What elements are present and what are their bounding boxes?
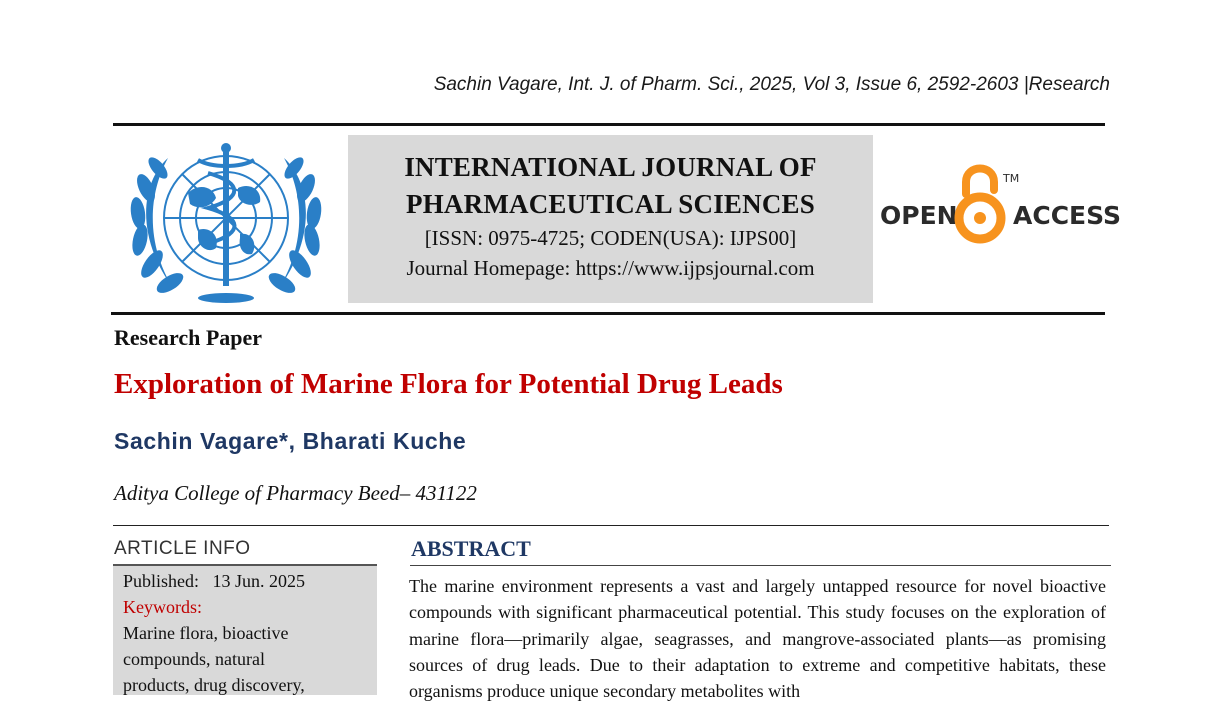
abstract-line: The marine environment represents a vast and largely untapped resource for novel [409, 576, 1033, 596]
published-label: Published: [123, 571, 200, 591]
keywords-line: compounds, natural [123, 649, 265, 669]
journal-title-box [348, 135, 873, 303]
trademark-text: TM [1003, 172, 1020, 185]
affiliation: Aditya College of Pharmacy Beed– 431122 [114, 481, 477, 505]
abstract-heading: ABSTRACT [411, 536, 531, 561]
abstract-rule [410, 565, 1111, 566]
top-rule [113, 123, 1105, 126]
published-row [123, 568, 377, 594]
citation-header: Sachin Vagare, Int. J. of Pharm. Sci., 2025, Vol 3, Issue 6, 2592-2603 |Research [433, 74, 1110, 95]
paper-title: Exploration of Marine Flora for Potential Drug Leads [114, 368, 783, 400]
open-access-access-text: ACCESS [1013, 201, 1122, 230]
keywords-line: Marine flora, bioactive [123, 623, 289, 643]
open-access-open-text: OPEN [880, 201, 958, 230]
abstract-line: plants—as promising sources of drug leads. Due to their adaptation to extreme and [409, 628, 1106, 675]
abstract-text [409, 573, 1106, 704]
journal-homepage[interactable]: Journal Homepage: https://www.ijpsjournal.com [406, 256, 815, 280]
abstract-line: competitive habitats, these organisms produce unique secondary metabolites with [409, 654, 1106, 702]
keywords-line: products, drug discovery, [123, 675, 305, 695]
abstract-line: bioactive compounds with significant pharmaceutical potential. This study focuses on [409, 576, 1107, 623]
keywords-label: Keywords: [123, 597, 202, 617]
header-bottom-rule [111, 312, 1105, 315]
article-info-heading: ARTICLE INFO [114, 538, 251, 559]
published-date: 13 Jun. 2025 [212, 571, 306, 591]
journal-issn: [ISSN: 0975-4725; CODEN(USA): IJPS00] [424, 226, 797, 250]
article-info-box [113, 566, 377, 695]
abstract-line: the exploration of marine flora—primarily algae, seagrasses, and mangrove-associated [409, 602, 1106, 649]
paper-type: Research Paper [114, 325, 263, 350]
un-emblem-logo [128, 138, 324, 304]
journal-name: INTERNATIONAL JOURNAL OF PHARMACEUTICAL SCIENCES [404, 152, 817, 219]
authors: Sachin Vagare*, Bharati Kuche [114, 428, 467, 454]
open-access-logo [880, 160, 1122, 252]
section-divider [113, 525, 1109, 526]
